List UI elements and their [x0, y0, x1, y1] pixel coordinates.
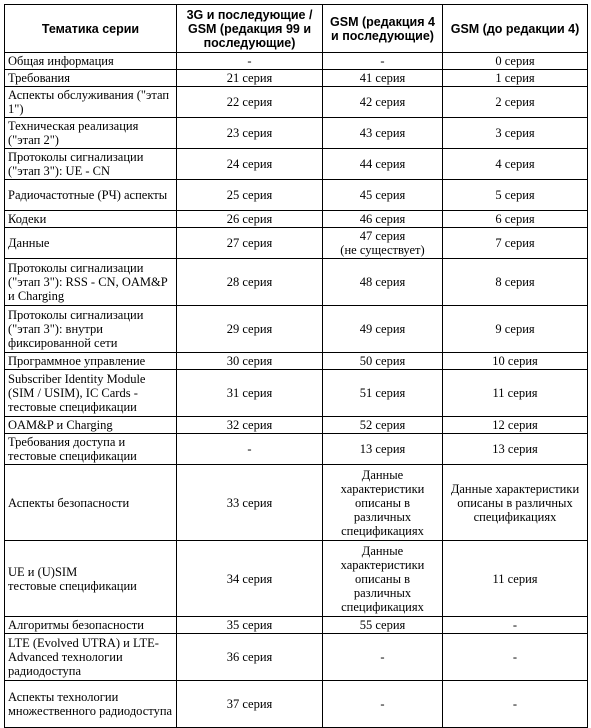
- cell-gsm-rel4: 55 серия: [323, 617, 443, 634]
- cell-gsm-rel4: 41 серия: [323, 70, 443, 87]
- table-row: [5, 149, 588, 180]
- cell-3g: 30 серия: [177, 353, 323, 370]
- cell-gsm-pre-rel4: 0 серия: [443, 53, 588, 70]
- table-row: [5, 118, 588, 149]
- header-row: [5, 5, 588, 53]
- header-3g: 3G и последующие / GSM (редакция 99 и последующие): [177, 5, 323, 53]
- cell-3g: -: [177, 434, 323, 465]
- cell-topic: Требования: [5, 70, 177, 87]
- cell-3g: 22 серия: [177, 87, 323, 118]
- cell-3g: 37 серия: [177, 681, 323, 728]
- table-row: [5, 465, 588, 541]
- cell-gsm-rel4: -: [323, 681, 443, 728]
- cell-gsm-rel4: 52 серия: [323, 417, 443, 434]
- table-row: [5, 617, 588, 634]
- cell-3g: 35 серия: [177, 617, 323, 634]
- table-row: [5, 541, 588, 617]
- cell-topic: UE и (U)SIM тестовые спецификации: [5, 541, 177, 617]
- cell-gsm-rel4: -: [323, 53, 443, 70]
- cell-gsm-pre-rel4: 3 серия: [443, 118, 588, 149]
- cell-gsm-rel4: Данные характеристики описаны в различных спецификациях: [323, 541, 443, 617]
- header-gsm-rel4: GSM (редакция 4 и последующие): [323, 5, 443, 53]
- cell-topic: Аспекты обслуживания ("этап 1"): [5, 87, 177, 118]
- cell-gsm-rel4: 46 серия: [323, 211, 443, 228]
- cell-gsm-rel4: 44 серия: [323, 149, 443, 180]
- cell-gsm-pre-rel4: 8 серия: [443, 259, 588, 306]
- cell-gsm-pre-rel4: 9 серия: [443, 306, 588, 353]
- cell-3g: 26 серия: [177, 211, 323, 228]
- cell-gsm-pre-rel4: 7 серия: [443, 228, 588, 259]
- cell-gsm-rel4: 48 серия: [323, 259, 443, 306]
- cell-topic: LTE (Evolved UTRA) и LTE-Advanced технологии радиодоступа: [5, 634, 177, 681]
- cell-gsm-rel4: 49 серия: [323, 306, 443, 353]
- table-row: [5, 417, 588, 434]
- cell-topic: Аспекты технологии множественного радиодоступа: [5, 681, 177, 728]
- series-table: [4, 4, 588, 728]
- cell-gsm-pre-rel4: 6 серия: [443, 211, 588, 228]
- cell-gsm-pre-rel4: -: [443, 681, 588, 728]
- table-row: [5, 180, 588, 211]
- cell-gsm-pre-rel4: -: [443, 617, 588, 634]
- cell-3g: 34 серия: [177, 541, 323, 617]
- cell-gsm-pre-rel4: Данные характеристики описаны в различных спецификациях: [443, 465, 588, 541]
- cell-topic: Техническая реализация ("этап 2"): [5, 118, 177, 149]
- header-gsm-pre-rel4: GSM (до редакции 4): [443, 5, 588, 53]
- cell-gsm-pre-rel4: 13 серия: [443, 434, 588, 465]
- cell-topic: Общая информация: [5, 53, 177, 70]
- table-row: [5, 634, 588, 681]
- table-row: [5, 228, 588, 259]
- cell-3g: 29 серия: [177, 306, 323, 353]
- cell-3g: 36 серия: [177, 634, 323, 681]
- cell-gsm-rel4: 45 серия: [323, 180, 443, 211]
- cell-topic: Требования доступа и тестовые спецификации: [5, 434, 177, 465]
- table-row: [5, 434, 588, 465]
- cell-topic: Протоколы сигнализации ("этап 3"): внутри фиксированной сети: [5, 306, 177, 353]
- cell-topic: Данные: [5, 228, 177, 259]
- cell-gsm-rel4: Данные характеристики описаны в различных спецификациях: [323, 465, 443, 541]
- cell-gsm-pre-rel4: 11 серия: [443, 541, 588, 617]
- cell-3g: 32 серия: [177, 417, 323, 434]
- cell-gsm-rel4: 42 серия: [323, 87, 443, 118]
- cell-gsm-rel4: 47 серия (не существует): [323, 228, 443, 259]
- cell-gsm-rel4: 50 серия: [323, 353, 443, 370]
- table-row: [5, 353, 588, 370]
- cell-topic: Протоколы сигнализации ("этап 3"): RSS - CN, OAM&P и Charging: [5, 259, 177, 306]
- cell-gsm-pre-rel4: 2 серия: [443, 87, 588, 118]
- table-row: [5, 70, 588, 87]
- cell-gsm-pre-rel4: 11 серия: [443, 370, 588, 417]
- table-row: [5, 87, 588, 118]
- table-row: [5, 306, 588, 353]
- cell-gsm-rel4: 43 серия: [323, 118, 443, 149]
- table-row: [5, 681, 588, 728]
- cell-topic: Протоколы сигнализации ("этап 3"): UE - CN: [5, 149, 177, 180]
- cell-gsm-rel4: 51 серия: [323, 370, 443, 417]
- cell-gsm-pre-rel4: 10 серия: [443, 353, 588, 370]
- cell-gsm-rel4: 13 серия: [323, 434, 443, 465]
- cell-topic: Программное управление: [5, 353, 177, 370]
- header-topic: Тематика серии: [5, 5, 177, 53]
- cell-topic: Аспекты безопасности: [5, 465, 177, 541]
- cell-topic: Subscriber Identity Module (SIM / USIM), IC Cards - тестовые спецификации: [5, 370, 177, 417]
- cell-gsm-rel4: -: [323, 634, 443, 681]
- cell-3g: 33 серия: [177, 465, 323, 541]
- cell-topic: Кодеки: [5, 211, 177, 228]
- cell-topic: OAM&P и Charging: [5, 417, 177, 434]
- cell-topic: Радиочастотные (РЧ) аспекты: [5, 180, 177, 211]
- cell-3g: 27 серия: [177, 228, 323, 259]
- cell-gsm-pre-rel4: 5 серия: [443, 180, 588, 211]
- table-row: [5, 370, 588, 417]
- table-row: [5, 53, 588, 70]
- cell-3g: -: [177, 53, 323, 70]
- cell-gsm-pre-rel4: 1 серия: [443, 70, 588, 87]
- cell-3g: 28 серия: [177, 259, 323, 306]
- cell-3g: 23 серия: [177, 118, 323, 149]
- cell-gsm-pre-rel4: 4 серия: [443, 149, 588, 180]
- cell-3g: 24 серия: [177, 149, 323, 180]
- cell-topic: Алгоритмы безопасности: [5, 617, 177, 634]
- table-row: [5, 259, 588, 306]
- cell-3g: 21 серия: [177, 70, 323, 87]
- table-row: [5, 211, 588, 228]
- cell-3g: 25 серия: [177, 180, 323, 211]
- cell-gsm-pre-rel4: 12 серия: [443, 417, 588, 434]
- cell-gsm-pre-rel4: -: [443, 634, 588, 681]
- cell-3g: 31 серия: [177, 370, 323, 417]
